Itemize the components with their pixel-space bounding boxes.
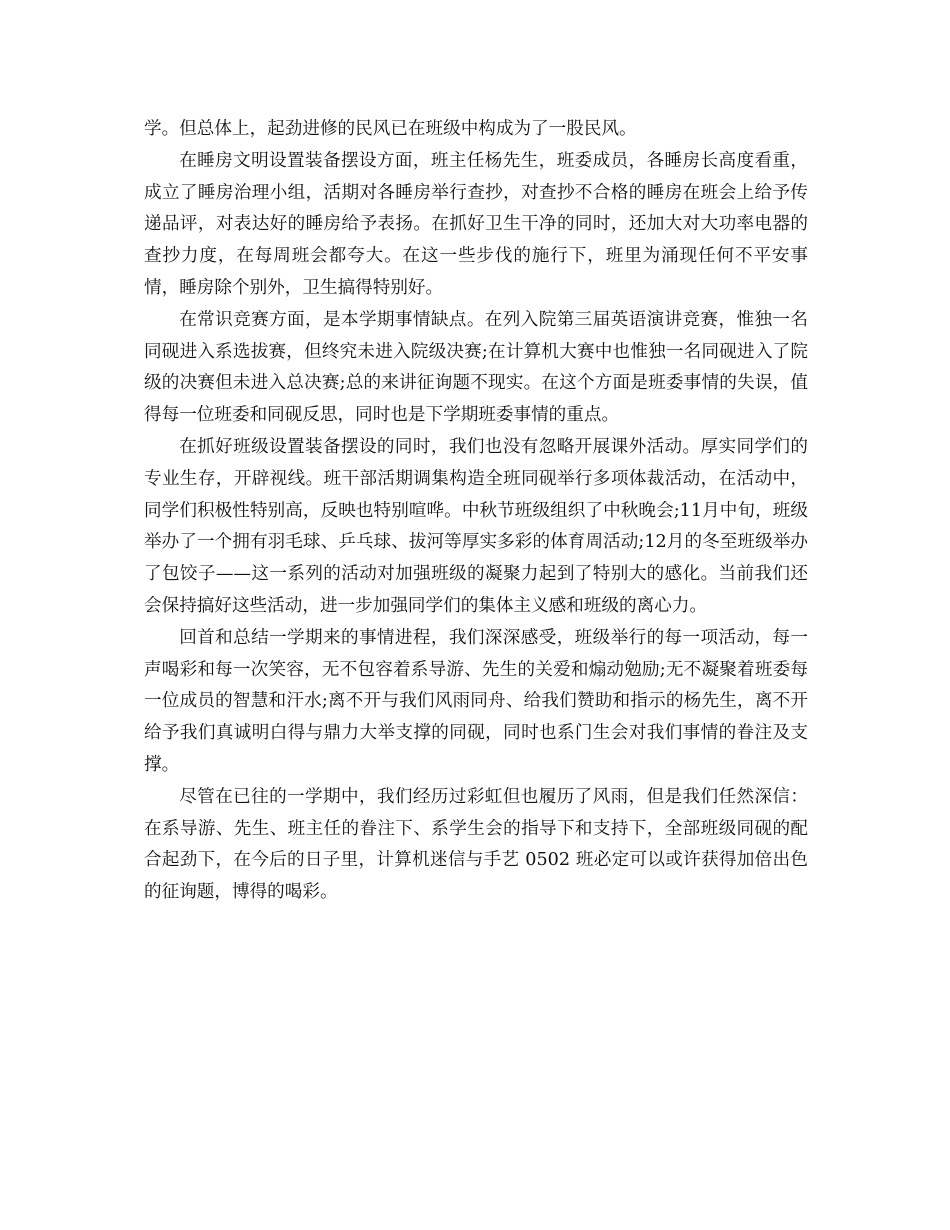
paragraph-dormitory: 在睡房文明设置装备摆设方面，班主任杨先生，班委成员，各睡房长高度看重，成立了睡房治理小组，活期对各睡房举行查抄，对查抄不合格的睡房在班会上给予传递品评，对表达好的睡房给予表扬。在抓好卫生干净的同时，还加大对大功率电器的查抄力度，在每周班会都夸大。在这一些步伐的施行下，班里为涌现任何不平安事情，睡房除个别外，卫生搞得特别好。 — [144, 150, 808, 298]
paragraph-conclusion: 尽管在已往的一学期中，我们经历过彩虹但也履历了风雨，但是我们任然深信：在系导游、先生、班主任的眷注下、系学生会的指导下和支持下，全部班级同砚的配合起劲下，在今后的日子里，计算机迷信与手艺 0502 班必定可以或许获得加倍出色的征询题，博得的喝彩。 — [144, 786, 808, 903]
paragraph-review: 回首和总结一学期来的事情进程，我们深深感受，班级举行的每一项活动，每一声喝彩和每一次笑容，无不包容着系导游、先生的关爱和煽动勉励;无不凝聚着班委每一位成员的智慧和汗水;离不开与我们风雨同舟、给我们赞助和指示的杨先生，离不开给予我们真诚明白得与鼎力大举支撑的同砚，同时也系门生会对我们事情的眷注及支撑。 — [144, 627, 808, 775]
paragraph-continued: 学。但总体上，起劲进修的民风已在班级中构成为了一股民风。 — [144, 119, 637, 139]
paragraph-activities: 在抓好班级设置装备摆设的同时，我们也没有忽略开展课外活动。厚实同学们的专业生存，开辟视线。班干部活期调集构造全班同砚举行多项体裁活动，在活动中，同学们积极性特别高，反映也特别喧哗。中秋节班级组织了中秋晚会;11月中旬，班级举办了一个拥有羽毛球、乒乓球、拔河等厚实多彩的体育周活动;12月的冬至班级举办了包饺子——这一系列的活动对加强班级的凝聚力起到了特别大的感化。当前我们还会保持搞好这些活动，进一步加强同学们的集体主义感和班级的离心力。 — [144, 436, 808, 616]
document-body — [144, 114, 808, 909]
paragraph-competition: 在常识竞赛方面，是本学期事情缺点。在列入院第三届英语演讲竞赛，惟独一名同砚进入系选拔赛，但终究未进入院级决赛;在计算机大赛中也惟独一名同砚进入了院级的决赛但未进入总决赛;总的来讲征询题不现实。在这个方面是班委事情的失误，值得每一位班委和同砚反思，同时也是下学期班委事情的重点。 — [144, 309, 808, 426]
